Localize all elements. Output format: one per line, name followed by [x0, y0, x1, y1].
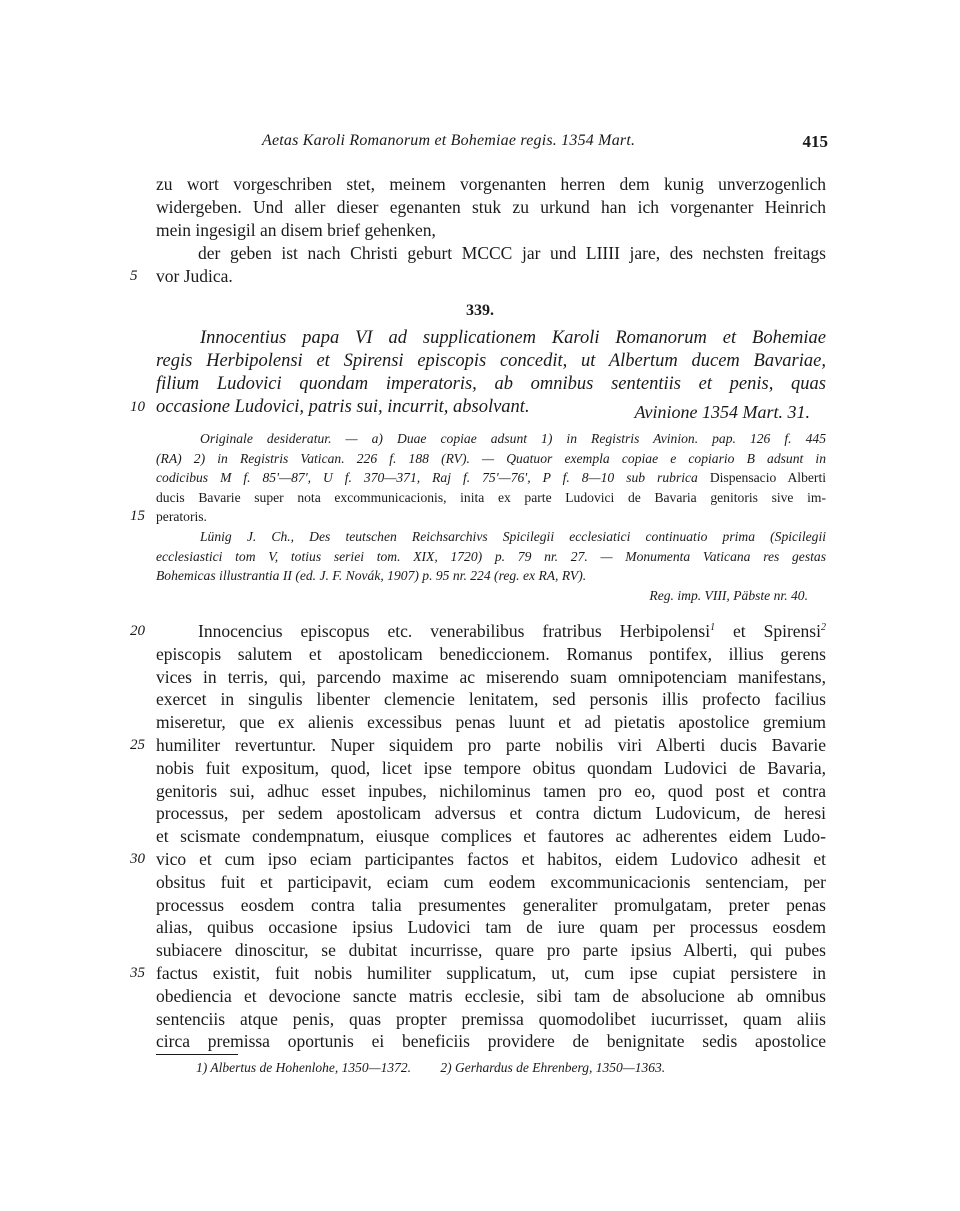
- footnote-ref: 2: [820, 622, 826, 634]
- main-line: exercet in singulis libenter clemencie lenitatem, sed personis illis profecto facilius: [156, 689, 826, 710]
- main-line-content: factus existit, fuit nobis humiliter supplicatum, ut, cum ipse cupiat persistere in: [156, 962, 826, 983]
- running-head: Aetas Karoli Romanorum et Bohemiae regis. 1354 Mart.: [262, 132, 636, 149]
- main-line: obsitus fuit et participavit, eciam cum eodem excommunicacionis sentenciam, per: [156, 871, 826, 892]
- main-line-content: humiliter revertuntur. Nuper siquidem pro parte nobilis viri Alberti ducis Bavarie: [156, 734, 826, 755]
- footnote-divider: [156, 1054, 238, 1055]
- main-line: sentenciis atque penis, quas propter premissa quomodolibet iucurrisset, quam aliis: [156, 1008, 826, 1029]
- main-line: processus, per sedem apostolicam adversus et contra dictum Ludovicum, de heresi: [156, 803, 826, 824]
- regest-line: Innocentius papa VI ad supplicationem Karoli Romanorum et Bohemiae: [200, 328, 826, 348]
- text-line: widergeben. Und aller dieser egenanten stuk zu urkund han ich vorgenanter Heinrich: [156, 197, 826, 217]
- main-line: [130, 962, 826, 985]
- line-number: 10: [130, 399, 145, 415]
- main-line-part: Innocencius episcopus etc. venerabilibus fratribus Herbipolensi: [198, 621, 711, 641]
- note-line: ducis Bavarie super nota excommunicacionis, inita ex parte Ludovici de Bavaria genitoris sive im-: [156, 489, 826, 505]
- text-line: zu wort vorgeschriben stet, meinem vorgenanten herren dem kunig unverzogenlich: [156, 174, 826, 194]
- main-line: circa premissa oportunis ei beneficiis providere de benignitate sedis apostolice: [156, 1031, 826, 1052]
- line-number: 20: [130, 623, 145, 639]
- footnote: 1) Albertus de Hohenlohe, 1350—1372.: [196, 1060, 411, 1075]
- note-line: ecclesiastici tom V, totius seriei tom. XIX, 1720) p. 79 nr. 27. — Monumenta Vaticana res gestas: [156, 548, 826, 564]
- source-notes: [130, 429, 826, 605]
- footnote: 2) Gerhardus de Ehrenberg, 1350—1363.: [440, 1060, 666, 1075]
- regest-line: regis Herbipolensi et Spirensi episcopis concedit, ut Albertum ducem Bavariae,: [156, 351, 826, 371]
- text-line: mein ingesigil an disem brief gehenken,: [156, 220, 436, 240]
- note-line: [130, 507, 826, 527]
- note-line-roman: Dispensacio Alberti: [709, 470, 826, 486]
- note-line: [156, 468, 826, 488]
- regest: [130, 327, 826, 422]
- main-text: [130, 620, 826, 1053]
- footnotes: [196, 1060, 691, 1076]
- main-line: obediencia et devocione sancte matris ecclesie, sibi tam de absolucione ab omnibus: [156, 985, 826, 1006]
- page-number: 415: [802, 132, 828, 151]
- document-number: 339.: [466, 302, 494, 319]
- main-line: miseretur, que ex alienis excessibus penas luunt et ad pietatis apostolice gremium: [156, 712, 826, 733]
- intro-paragraph: [130, 173, 826, 288]
- text-line: [130, 265, 826, 288]
- text-line-content: vor Judica.: [156, 266, 233, 286]
- main-line: genitoris sui, adhuc esset inpubes, nichilominus tamen pro eo, quod post et contra: [156, 780, 826, 801]
- note-line: Bohemicas illustrantia II (ed. J. F. Novák, 1907) p. 95 nr. 224 (reg. ex RA, RV).: [156, 568, 587, 584]
- main-line: [130, 848, 826, 871]
- line-number: 15: [130, 508, 145, 525]
- note-line: Lünig J. Ch., Des teutschen Reichsarchivs Spicilegii ecclesiatici continuatio prima (Spicilegii: [200, 528, 826, 544]
- main-line: et scismate condempnatum, eiusque complices et fautores ac adherentes eidem Ludo-: [156, 826, 826, 847]
- page-header: [0, 132, 960, 156]
- note-line: Originale desideratur. — a) Duae copiae adsunt 1) in Registris Avinion. pap. 126 f. 445: [200, 431, 826, 446]
- regest-date: Avinione 1354 Mart. 31.: [634, 402, 810, 422]
- note-line: Reg. imp. VIII, Päbste nr. 40.: [649, 587, 808, 603]
- footnote-ref: 1: [710, 622, 716, 634]
- main-line: nobis fuit expositum, quod, licet ipse tempore obitus quondam Ludovici de Bavaria,: [156, 757, 826, 778]
- regest-line: filium Ludovici quondam imperatoris, ab omnibus sententiis et penis, quas: [156, 374, 826, 394]
- line-number: 5: [130, 268, 138, 284]
- line-number: 25: [130, 736, 145, 753]
- note-line: (RA) 2) in Registris Vatican. 226 f. 188 (RV). — Quatuor exempla copiae e copiario B adsunt in: [156, 450, 826, 466]
- main-line: [130, 734, 826, 757]
- regest-line-content: occasione Ludovici, patris sui, incurrit, absolvant.: [156, 397, 530, 417]
- main-line: alias, quibus occasione ipsius Ludovici tam de iure quam per processus eosdem: [156, 917, 826, 938]
- note-line-italic: codicibus M f. 85'—87', U f. 370—371, Raj f. 75'—76', P f. 8—10 sub rubrica: [156, 470, 698, 486]
- main-line: processus eosdem contra talia presumentes generaliter promulgatam, preter penas: [156, 894, 826, 915]
- note-line-content: peratoris.: [156, 509, 207, 525]
- main-line: [130, 620, 826, 643]
- line-number: 30: [130, 850, 145, 867]
- line-number: 35: [130, 964, 145, 981]
- text-line: der geben ist nach Christi geburt MCCC jar und LIIII jare, des nechsten freitags: [198, 243, 826, 263]
- main-line: subiacere dinoscitur, se dubitat incurrisse, quare pro parte ipsius Alberti, qui pubes: [156, 940, 826, 961]
- main-line: vices in terris, qui, parcendo maxime ac miserendo suam omnipotenciam manifestans,: [156, 666, 826, 687]
- main-line: episcopis salutem et apostolicam benediccionem. Romanus pontifex, illius gerens: [156, 643, 826, 664]
- main-line-content: vico et cum ipso eciam participantes factos et habitos, eidem Ludovico adhesit et: [156, 848, 826, 869]
- main-line-part: et Spirensi: [715, 621, 821, 641]
